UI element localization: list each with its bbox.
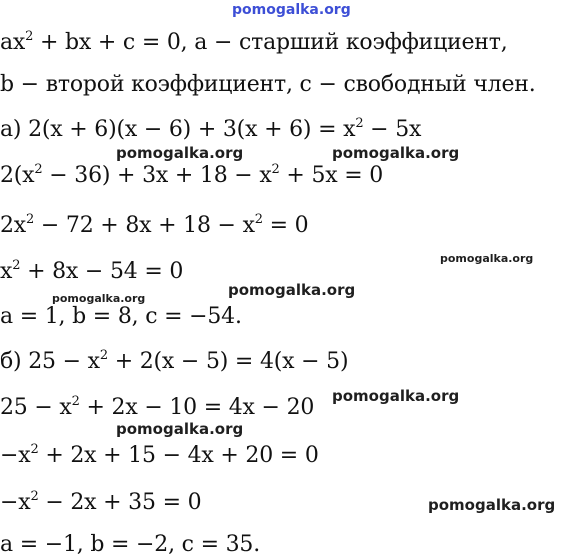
exponent: 2: [12, 258, 21, 273]
text-segment: + 8x − 54 = 0: [20, 259, 184, 284]
text-segment: −x: [0, 443, 31, 468]
task-b-step-2: [0, 443, 319, 469]
exponent: 2: [30, 489, 39, 504]
exponent: 2: [99, 348, 108, 363]
text-segment: 2(x: [0, 163, 35, 188]
exponent: 2: [254, 212, 263, 227]
exponent: 2: [271, 162, 280, 177]
task-a-equation: [0, 117, 421, 143]
text-segment: + 2x − 10 = 4x − 20: [79, 395, 315, 420]
task-b-coefficients: [0, 532, 260, 558]
exponent: 2: [34, 162, 43, 177]
watermark-5: pomogalka.org: [52, 292, 146, 305]
text-segment: 2x: [0, 213, 27, 238]
exponent: 2: [71, 394, 80, 409]
watermark-1: pomogalka.org: [116, 144, 244, 162]
task-b-step-1: [0, 395, 314, 421]
text-segment: + 2(x − 5) = 4(x − 5): [107, 349, 349, 374]
text-segment: + 5x = 0: [279, 163, 384, 188]
definition-line-2: [0, 72, 536, 98]
task-a-step-2: [0, 213, 308, 239]
task-a-step-1: [0, 163, 383, 189]
task-b-quadratic: [0, 490, 201, 516]
text-segment: 25 − x: [0, 395, 72, 420]
text-segment: − 2x + 35 = 0: [38, 490, 202, 515]
exponent: 2: [26, 212, 35, 227]
text-segment: ax: [0, 30, 26, 55]
exponent: 2: [355, 116, 364, 131]
text-segment: −x: [0, 490, 31, 515]
text-segment: − 72 + 8x + 18 − x: [34, 213, 255, 238]
text-segment: б) 25 − x: [0, 349, 100, 374]
text-segment: − 5x: [363, 117, 422, 142]
text-segment: b − второй коэффициент, c − свободный член.: [0, 72, 536, 97]
definition-line-1: [0, 30, 508, 56]
text-segment: a = 1, b = 8, c = −54.: [0, 304, 242, 329]
text-segment: x: [0, 259, 13, 284]
watermark-4: pomogalka.org: [228, 281, 356, 299]
exponent: 2: [25, 29, 34, 44]
text-segment: а) 2(x + 6)(x − 6) + 3(x + 6) = x: [0, 117, 356, 142]
watermark-3: pomogalka.org: [440, 252, 534, 265]
text-segment: a = −1, b = −2, c = 35.: [0, 532, 261, 557]
watermark-7: pomogalka.org: [116, 420, 244, 438]
task-a-coefficients: [0, 304, 242, 330]
watermark-top: pomogalka.org: [232, 2, 351, 18]
watermark-2: pomogalka.org: [332, 144, 460, 162]
watermark-6: pomogalka.org: [332, 387, 460, 405]
watermark-8: pomogalka.org: [428, 496, 556, 514]
text-segment: − 36) + 3x + 18 − x: [42, 163, 272, 188]
text-segment: + 2x + 15 − 4x + 20 = 0: [38, 443, 319, 468]
text-segment: = 0: [262, 213, 309, 238]
task-b-equation: [0, 349, 348, 375]
exponent: 2: [30, 442, 39, 457]
task-a-quadratic: [0, 259, 183, 285]
text-segment: + bx + c = 0, a − старший коэффициент,: [33, 30, 508, 55]
